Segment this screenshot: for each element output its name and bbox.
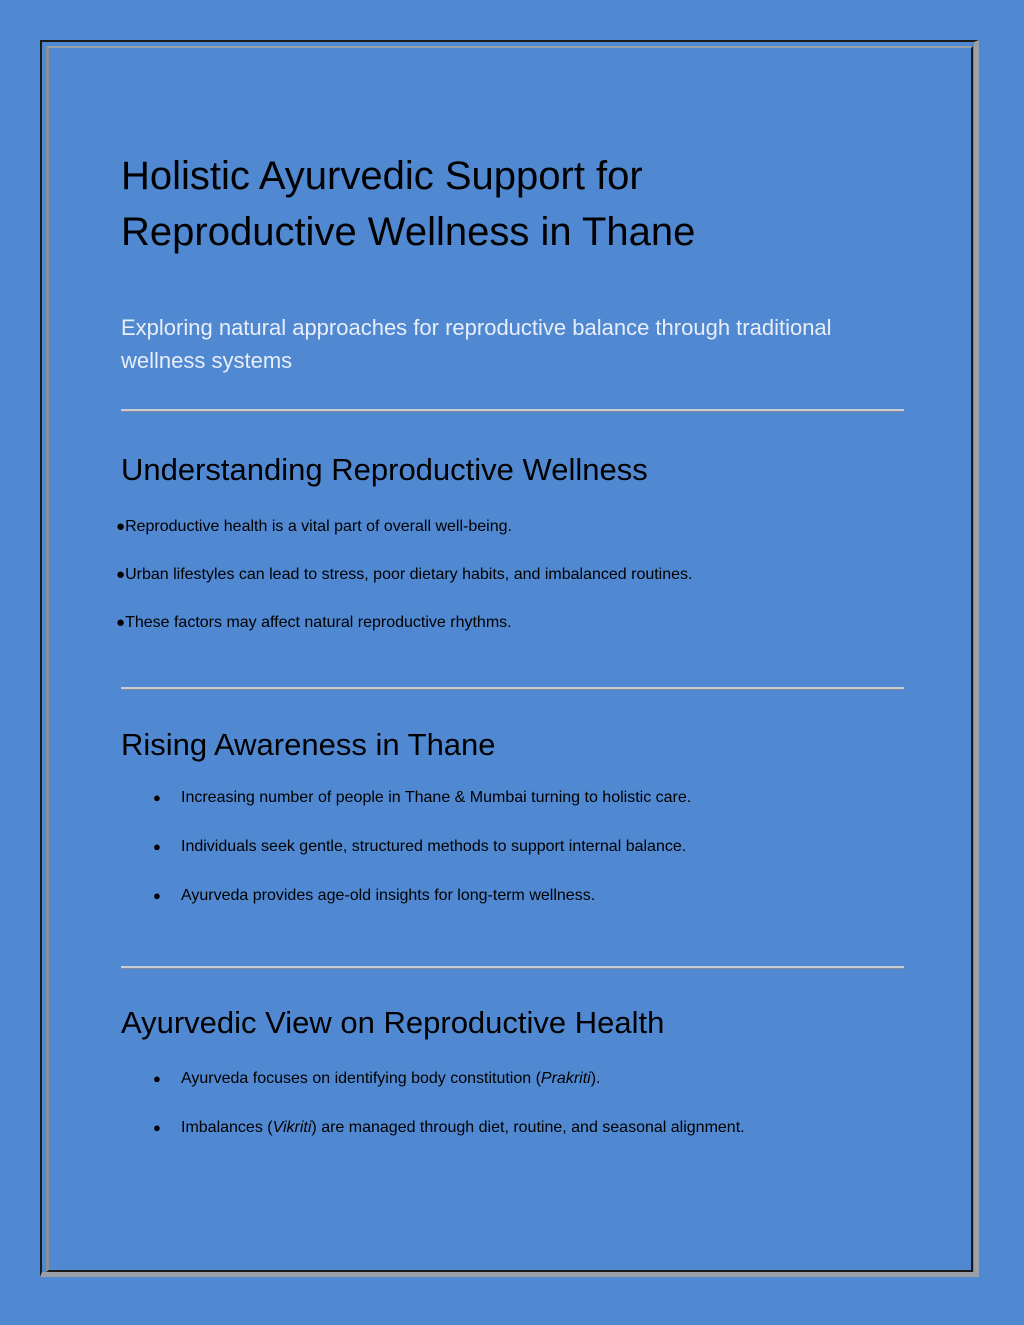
list-item-text: Reproductive health is a vital part of overall well-being. [125,518,512,535]
section-divider [121,687,904,690]
prakriti-term: Prakriti [540,1070,591,1087]
bullet-icon: ● [116,566,126,583]
bullet-icon: ● [153,790,161,805]
page-title: Holistic Ayurvedic Support for Reproductive Wellness in Thane [121,154,696,254]
list-item [116,564,692,586]
list-item-text: These factors may affect natural reproductive rhythms. [125,614,512,631]
bullet-icon: ● [116,614,126,631]
vikriti-term: Vikriti [272,1119,312,1136]
bullet-icon: ● [116,518,126,535]
list-item [116,612,512,634]
list-item-text: Ayurveda provides age-old insights for long-term wellness. [181,887,596,904]
list-item-text: Individuals seek gentle, structured methods to support internal balance. [181,838,687,855]
bullet-icon: ● [153,839,161,854]
section-heading-understanding: Understanding Reproductive Wellness [121,452,648,487]
section-divider [121,409,904,412]
list-item [116,516,512,538]
bullet-icon: ● [153,1071,161,1086]
bullet-icon: ● [153,888,161,903]
list-item-text: Imbalances (Vikriti) are managed through diet, routine, and seasonal alignment. [181,1119,745,1136]
page-subtitle: Exploring natural approaches for reproductive balance through traditional wellness systems [121,315,832,373]
list-item-text: Urban lifestyles can lead to stress, poor dietary habits, and imbalanced routines. [125,566,693,583]
section-divider [121,966,904,969]
bullet-icon: ● [153,1120,161,1135]
section-heading-ayurvedic-view: Ayurvedic View on Reproductive Health [121,1005,665,1040]
list-item-text: Increasing number of people in Thane & Mumbai turning to holistic care. [181,789,692,806]
list-item-text: Ayurveda focuses on identifying body constitution (Prakriti). [181,1070,601,1087]
section-heading-rising-awareness: Rising Awareness in Thane [121,727,496,762]
